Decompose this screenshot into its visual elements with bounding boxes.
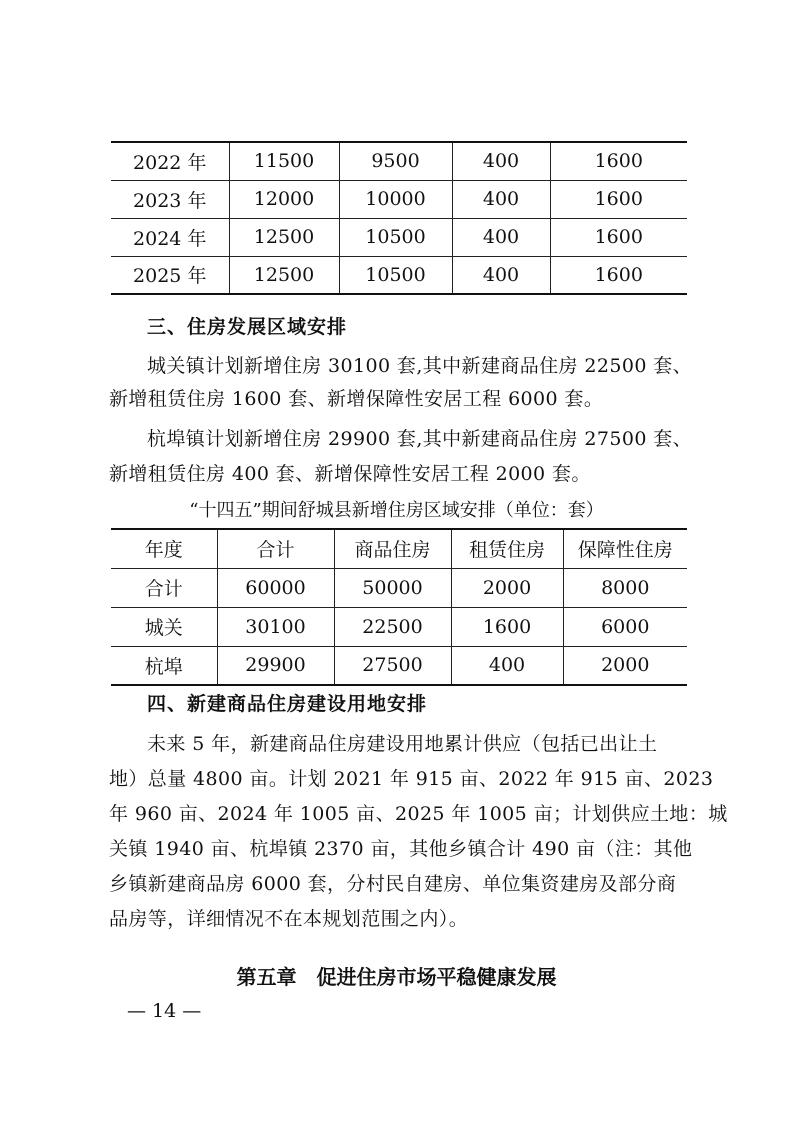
table-cell: 9500 bbox=[339, 142, 452, 180]
table-cell: 30100 bbox=[217, 607, 334, 646]
paragraph-line: 城关镇计划新增住房 30100 套,其中新建商品住房 22500 套、 bbox=[147, 355, 693, 377]
table-cell: 10500 bbox=[339, 256, 452, 294]
table-cell: 1600 bbox=[550, 180, 687, 218]
table-cell: 10000 bbox=[339, 180, 452, 218]
table-cell: 1600 bbox=[550, 256, 687, 294]
table-cell: 12000 bbox=[229, 180, 339, 218]
column-header: 保障性住房 bbox=[563, 529, 687, 568]
paragraph-line: 未来 5 年，新建商品住房建设用地累计供应（包括已出让土 bbox=[147, 733, 658, 755]
section-heading: 四、新建商品住房建设用地安排 bbox=[147, 693, 428, 715]
table-cell: 11500 bbox=[229, 142, 339, 180]
column-header: 合计 bbox=[217, 529, 334, 568]
table-cell: 400 bbox=[452, 180, 550, 218]
table-cell: 合计 bbox=[111, 568, 217, 607]
chapter-title: 第五章 促进住房市场平稳健康发展 bbox=[236, 965, 557, 989]
column-header: 年度 bbox=[111, 529, 217, 568]
paragraph-line: 新增租赁住房 1600 套、新增保障性安居工程 6000 套。 bbox=[109, 388, 604, 410]
table-cell: 杭埠 bbox=[111, 646, 217, 685]
table-cell: 城关 bbox=[111, 607, 217, 646]
table-cell: 400 bbox=[451, 646, 563, 685]
paragraph-line: 乡镇新建商品房 6000 套，分村民自建房、单位集资建房及部分商 bbox=[109, 873, 677, 895]
table-header-row bbox=[111, 529, 687, 568]
table-row bbox=[111, 256, 687, 294]
table-cell: 400 bbox=[452, 218, 550, 256]
table-cell: 1600 bbox=[451, 607, 563, 646]
table-cell: 2025 年 bbox=[111, 256, 229, 294]
column-header: 租赁住房 bbox=[451, 529, 563, 568]
table-cell: 1600 bbox=[550, 218, 687, 256]
paragraph-line: 关镇 1940 亩、杭埠镇 2370 亩，其他乡镇合计 490 亩（注：其他 bbox=[109, 838, 693, 860]
paragraph-line: 地）总量 4800 亩。计划 2021 年 915 亩、2022 年 915 亩、2023 bbox=[109, 768, 714, 790]
table-row bbox=[111, 607, 687, 646]
table-row bbox=[111, 180, 687, 218]
table-cell: 2022 年 bbox=[111, 142, 229, 180]
table-caption: “十四五”期间舒城县新增住房区域安排（单位：套） bbox=[189, 500, 604, 521]
table-cell: 2024 年 bbox=[111, 218, 229, 256]
page-number: — 14 — bbox=[127, 1000, 202, 1022]
table-cell: 60000 bbox=[217, 568, 334, 607]
table-cell: 50000 bbox=[334, 568, 451, 607]
table-cell: 12500 bbox=[229, 256, 339, 294]
table-cell: 27500 bbox=[334, 646, 451, 685]
table-row bbox=[111, 142, 687, 180]
column-header: 商品住房 bbox=[334, 529, 451, 568]
table-cell: 29900 bbox=[217, 646, 334, 685]
table-cell: 6000 bbox=[563, 607, 687, 646]
table-cell: 8000 bbox=[563, 568, 687, 607]
table-row bbox=[111, 218, 687, 256]
yearly-housing-table bbox=[111, 141, 687, 295]
paragraph-line: 杭埠镇计划新增住房 29900 套,其中新建商品住房 27500 套、 bbox=[147, 428, 693, 450]
table-cell: 10500 bbox=[339, 218, 452, 256]
table-cell: 2000 bbox=[451, 568, 563, 607]
table-cell: 400 bbox=[452, 256, 550, 294]
table-cell: 12500 bbox=[229, 218, 339, 256]
paragraph-line: 品房等，详细情况不在本规划范围之内）。 bbox=[109, 908, 469, 930]
table-cell: 1600 bbox=[550, 142, 687, 180]
table-row bbox=[111, 646, 687, 685]
table-row bbox=[111, 568, 687, 607]
section-heading: 三、住房发展区域安排 bbox=[147, 316, 348, 338]
regional-housing-table bbox=[111, 528, 687, 686]
paragraph-line: 年 960 亩、2024 年 1005 亩、2025 年 1005 亩；计划供应土地：城 bbox=[109, 803, 728, 825]
table-cell: 2023 年 bbox=[111, 180, 229, 218]
paragraph-line: 新增租赁住房 400 套、新增保障性安居工程 2000 套。 bbox=[109, 463, 591, 485]
table-cell: 400 bbox=[452, 142, 550, 180]
table-cell: 22500 bbox=[334, 607, 451, 646]
table-cell: 2000 bbox=[563, 646, 687, 685]
